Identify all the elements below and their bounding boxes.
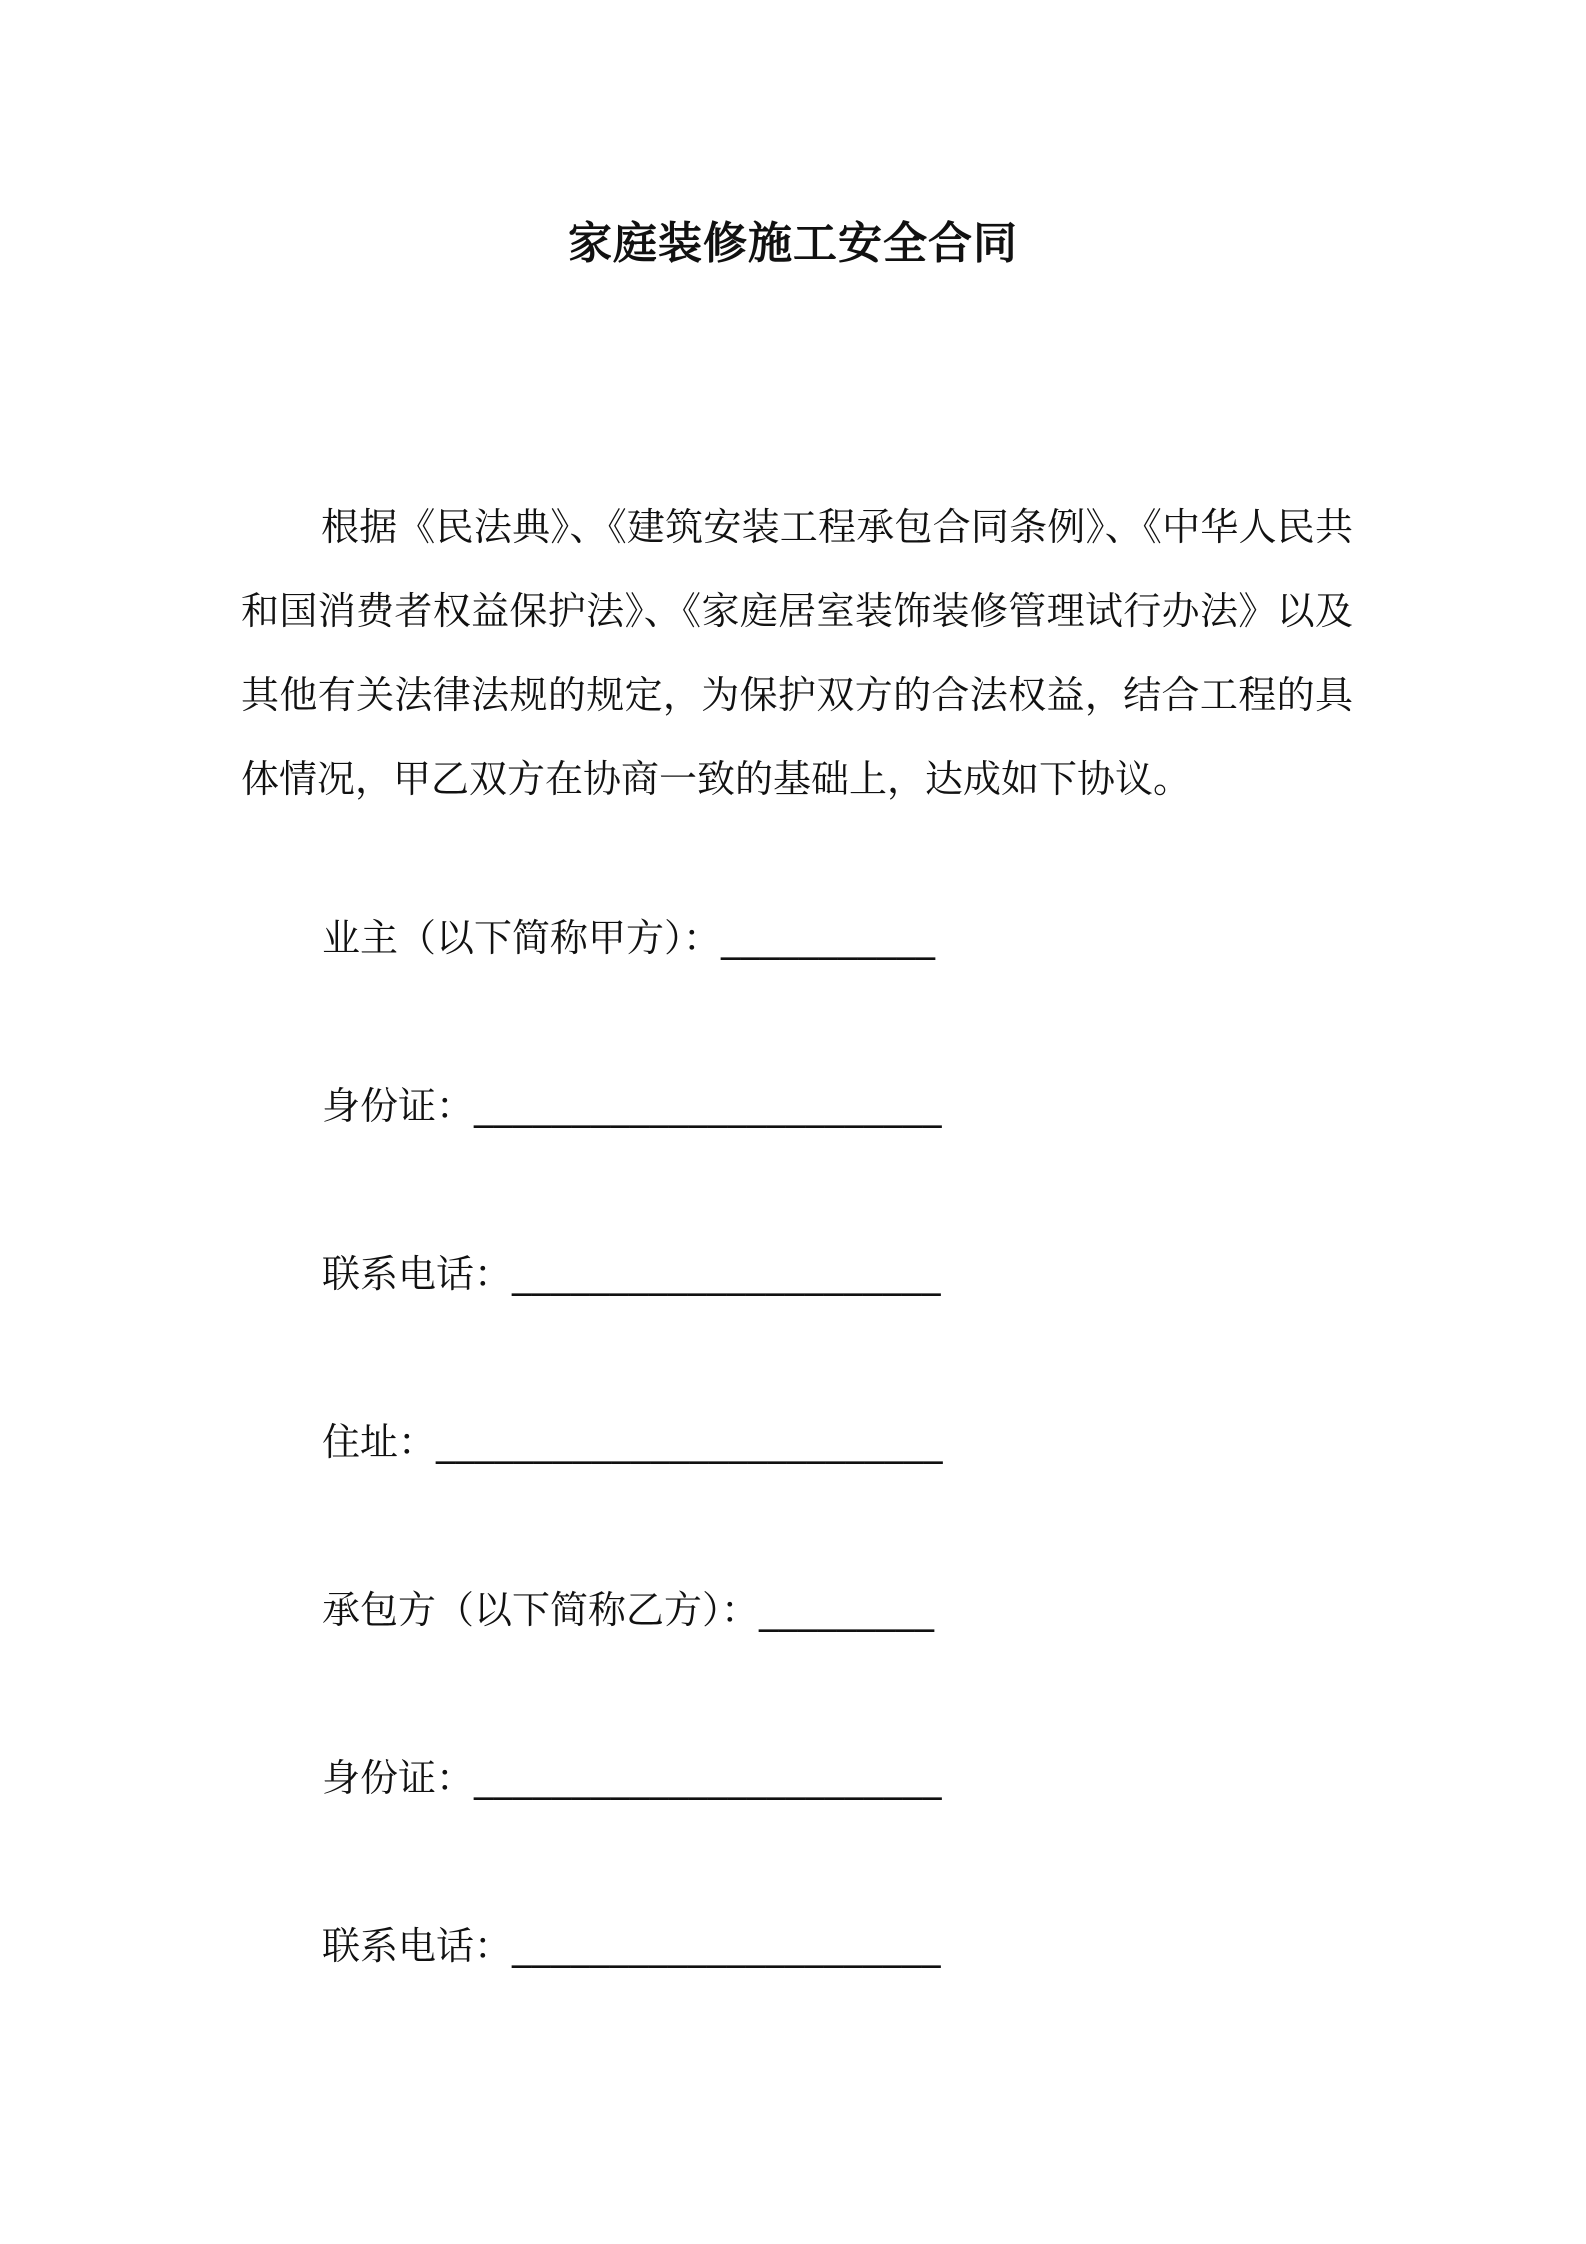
party-b-contractor-field	[322, 1582, 935, 1638]
party-b-id-field	[322, 1750, 942, 1806]
party-b-phone-field	[322, 1918, 941, 1974]
fill-in-blank[interactable]: ______________________	[512, 1252, 942, 1296]
field-label: 业主（以下简称甲方）：	[322, 916, 722, 960]
fill-in-blank[interactable]: ___________	[721, 916, 936, 960]
fill-in-blank[interactable]: ________________________	[474, 1756, 943, 1800]
field-label: 住址：	[322, 1420, 437, 1464]
party-a-phone-field	[322, 1246, 941, 1302]
document-title: 家庭装修施工安全合同	[568, 218, 1018, 269]
field-label: 身份证：	[322, 1084, 475, 1128]
field-label: 身份证：	[322, 1756, 475, 1800]
field-label: 联系电话：	[322, 1924, 513, 1968]
fill-in-blank[interactable]: _________	[759, 1588, 935, 1632]
fill-in-blank[interactable]: __________________________	[436, 1420, 944, 1464]
intro-paragraph: 根据《民法典》、《建筑安装工程承包合同条例》、《中华人民共和国消费者权益保护法》、《家庭居室装饰装修管理试行办法》以及其他有关法律法规的规定，为保护双方的合法权益，结合工程的具体情况，甲乙双方在协商一致的基础上，达成如下协议。	[241, 505, 1353, 801]
party-a-owner-field	[322, 910, 936, 966]
fill-in-blank[interactable]: ______________________	[512, 1924, 942, 1968]
field-label: 联系电话：	[322, 1252, 513, 1296]
fill-in-blank[interactable]: ________________________	[474, 1084, 943, 1128]
field-label: 承包方（以下简称乙方）：	[322, 1588, 760, 1632]
party-a-id-field	[322, 1078, 942, 1134]
party-a-address-field	[322, 1414, 943, 1470]
